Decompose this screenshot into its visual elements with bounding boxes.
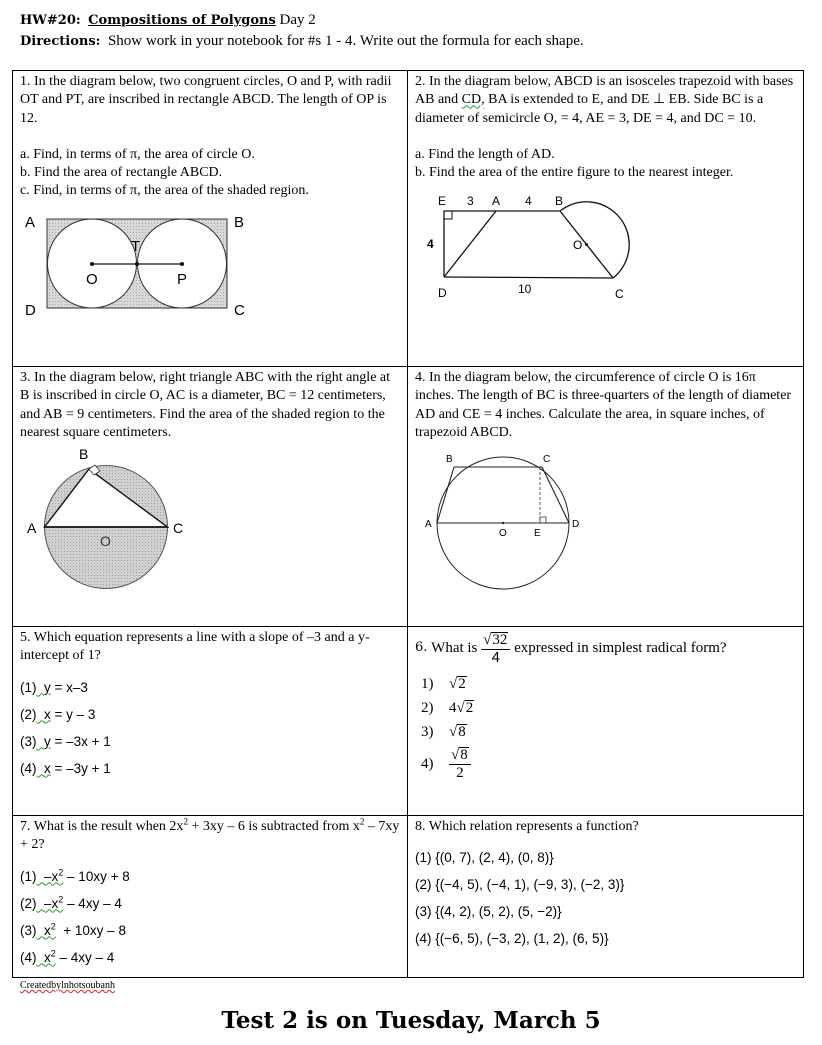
option-number: (2) [20, 706, 37, 722]
worksheet-subtitle: Day 2 [279, 12, 316, 28]
label-o: O [573, 238, 583, 253]
label-d: D [438, 286, 447, 301]
test-announcement: Test 2 is on Tuesday, March 5 [221, 1007, 601, 1034]
label-o: O [100, 533, 111, 550]
semicircle-o [560, 202, 629, 278]
option-radicand: 2 [465, 700, 474, 716]
option-radicand: 2 [458, 676, 466, 692]
label-a: A [492, 194, 501, 209]
question-fraction [481, 631, 510, 666]
problem-8-text: 8. Which relation represents a function? [415, 819, 639, 834]
fraction-denominator: 4 [491, 649, 500, 666]
problem-2-diagram [417, 192, 657, 304]
problem-6-option[interactable] [415, 720, 796, 744]
problem-8-option[interactable]: (3) {(4, 2), (5, 2), (5, −2)} [415, 904, 562, 920]
option-lhs: –x [44, 895, 59, 911]
problem-1-part-a: a. Find, in terms of π, the area of circle O. [20, 146, 255, 162]
label-ea: 3 [467, 194, 474, 209]
problem-6-option[interactable] [415, 746, 796, 781]
label-d: D [572, 519, 580, 531]
problem-4-diagram [417, 450, 592, 595]
option-rest: – 4xy – 4 [55, 949, 115, 965]
option-coefficient: 4 [449, 700, 457, 716]
exponent: 2 [50, 921, 56, 932]
right-angle-mark [444, 211, 452, 219]
label-a: A [27, 520, 37, 537]
problem-6-option[interactable] [415, 672, 796, 696]
exponent: 2 [359, 816, 365, 827]
segment-da [444, 211, 496, 277]
problem-7-option[interactable] [20, 917, 400, 944]
fraction-numerator: 32 [492, 632, 508, 648]
problem-5-option[interactable] [20, 701, 400, 728]
problem-1 [13, 71, 408, 366]
problem-row-3 [13, 627, 803, 816]
label-t: T [131, 237, 141, 255]
problem-2 [408, 71, 803, 366]
problem-5-text: 5. Which equation represents a line with a slope of –3 and a y-intercept of 1? [20, 630, 370, 664]
option-denominator: 2 [456, 765, 464, 781]
problem-2-text-cd: CD, [461, 92, 485, 108]
label-c: C [615, 287, 624, 302]
exponent: 2 [50, 948, 56, 959]
label-c: C [543, 454, 551, 466]
problem-3-text: 3. In the diagram below, right triangle ABC with the right angle at B is inscribed in circle O, AC is a diameter, BC = 12 centimeters, and AB = 9 centimeters. Find the area of the shaded region to the nearest square centimeters. [20, 370, 391, 440]
problem-row-4 [13, 816, 803, 977]
option-number: (2) [20, 895, 37, 911]
problem-2-text-post: BA is extended to E, and DE ⊥ EB. Side BC is a diameter of semicircle O, = 4, AE = 3, DE = 4, and DC = 10. [415, 92, 764, 126]
problem-2-part-b: b. Find the area of the entire figure to the nearest integer. [415, 165, 734, 181]
option-rest: – 10xy + 8 [63, 868, 130, 884]
segment-ab [437, 467, 454, 523]
option-rest: – 4xy – 4 [63, 895, 122, 911]
problem-5-option[interactable] [20, 674, 400, 701]
option-number: (4) [20, 949, 37, 965]
option-lhs: y [44, 679, 51, 695]
problem-6-question [415, 631, 796, 666]
problem-3-diagram [22, 446, 202, 596]
label-a: A [25, 213, 36, 231]
directions-label: Directions: [20, 34, 101, 49]
option-lhs: x [44, 949, 51, 965]
option-rhs: = –3y + 1 [50, 760, 111, 776]
problem-row-2 [13, 367, 803, 627]
problem-1-diagram [22, 211, 252, 321]
problem-2-part-a: a. Find the length of AD. [415, 146, 555, 162]
point-o [585, 243, 588, 246]
directions-text: Show work in your notebook for #s 1 - 4. Write out the formula for each shape. [107, 33, 584, 49]
problem-1-part-c: c. Find, in terms of π, the area of the shaded region. [20, 183, 309, 199]
option-rhs: = y – 3 [50, 706, 96, 722]
label-b: B [555, 194, 564, 209]
label-e: E [534, 528, 541, 540]
option-number: 1) [421, 676, 434, 692]
problem-6-text-pre: What is [431, 640, 478, 657]
label-e: E [438, 194, 447, 209]
problem-4-text: 4. In the diagram below, the circumference of circle O is 16π inches. The length of BC is three-quarters of the length of diameter AD and CE = 4 inches. Calculate the area, in square inches, of trapezoid ABCD. [415, 370, 792, 440]
label-p: P [177, 270, 188, 288]
label-b: B [79, 446, 89, 463]
exponent: 2 [183, 816, 188, 827]
label-c: C [173, 520, 184, 537]
option-lhs: x [44, 760, 51, 776]
label-b: B [234, 213, 245, 231]
label-ab: 4 [525, 194, 532, 209]
problem-6 [408, 627, 803, 815]
segment-dc [444, 277, 613, 278]
radical-icon: √ [456, 700, 465, 716]
problem-7-text-c: – 7xy + 2? [20, 819, 400, 853]
point-o [502, 522, 504, 524]
point-o [90, 262, 94, 266]
option-number: 3) [421, 724, 434, 740]
problem-row-1 [13, 71, 803, 367]
option-lhs: x [44, 706, 51, 722]
worksheet-title: Compositions of Polygons [88, 13, 276, 28]
problem-2-text-pre: 2. In the diagram below, ABCD is an isosceles trapezoid with bases AB and [415, 74, 794, 108]
segment-cd [542, 467, 569, 523]
hw-label: HW#20: [20, 13, 81, 28]
option-lhs: y [44, 733, 51, 749]
problem-7-option[interactable] [20, 890, 400, 917]
option-rest: + 10xy – 8 [55, 922, 126, 938]
option-lhs: –x [44, 868, 59, 884]
option-number: 4) [421, 755, 434, 772]
problem-6-option[interactable] [415, 696, 796, 720]
label-b: B [446, 454, 453, 466]
label-o: O [86, 270, 98, 288]
label-de: 4 [427, 237, 434, 252]
radical-icon: √ [449, 676, 458, 692]
option-rhs: = x–3 [50, 679, 88, 695]
label-c: C [234, 301, 245, 319]
worksheet-header [20, 10, 584, 52]
problem-2-text [415, 73, 796, 128]
problem-7-option[interactable] [20, 863, 400, 890]
label-a: A [425, 519, 432, 531]
option-radicand: 8 [460, 747, 468, 763]
label-dc: 10 [518, 282, 532, 297]
option-number: (4) [20, 760, 37, 776]
problem-1-text: 1. In the diagram below, two congruent circles, O and P, with radii OT and PT, are inscribed in rectangle ABCD. The length of OP is 12. [20, 74, 392, 126]
point-p [180, 262, 184, 266]
problem-5 [13, 627, 408, 815]
problem-8 [408, 816, 803, 977]
exponent: 2 [58, 867, 64, 878]
problem-8-option[interactable]: (4) {(−6, 5), (−3, 2), (1, 2), (6, 5)} [415, 931, 609, 947]
problem-3 [13, 367, 408, 626]
problem-1-part-b: b. Find the area of rectangle ABCD. [20, 165, 223, 181]
option-rhs: = –3x + 1 [50, 733, 111, 749]
problem-grid [12, 70, 804, 978]
problem-5-option[interactable] [20, 728, 400, 755]
problem-6-number: 6. [415, 640, 428, 656]
problem-7 [13, 816, 408, 977]
option-number: (3) [20, 922, 37, 938]
point-t [135, 262, 139, 266]
option-number: (1) [20, 679, 37, 695]
author-credit: Createdbylnhotsoubanh [20, 980, 115, 991]
label-o: O [499, 528, 507, 540]
label-d: D [25, 301, 36, 319]
exponent: 2 [58, 894, 64, 905]
problem-6-text-post: expressed in simplest radical form? [514, 640, 727, 657]
radical-icon: √ [451, 747, 460, 763]
option-number: (1) [20, 868, 37, 884]
option-lhs: x [44, 922, 51, 938]
option-radicand: 8 [458, 724, 466, 740]
option-number: (3) [20, 733, 37, 749]
right-angle-mark [540, 517, 546, 523]
problem-8-option[interactable]: (2) {(−4, 5), (−4, 1), (−9, 3), (−2, 3)} [415, 877, 625, 893]
problem-7-option[interactable] [20, 944, 400, 971]
problem-7-text-b: + 3xy – 6 is subtracted from x [187, 819, 360, 834]
option-fraction [449, 746, 471, 781]
problem-7-text-a: 7. What is the result when 2x [20, 819, 184, 834]
radical-icon: √ [483, 632, 492, 648]
problem-4 [408, 367, 803, 626]
problem-8-option[interactable]: (1) {(0, 7), (2, 4), (0, 8)} [415, 850, 554, 866]
problem-5-option[interactable] [20, 755, 400, 782]
problem-7-text [20, 818, 400, 855]
option-number: 2) [421, 700, 434, 716]
radical-icon: √ [449, 724, 458, 740]
